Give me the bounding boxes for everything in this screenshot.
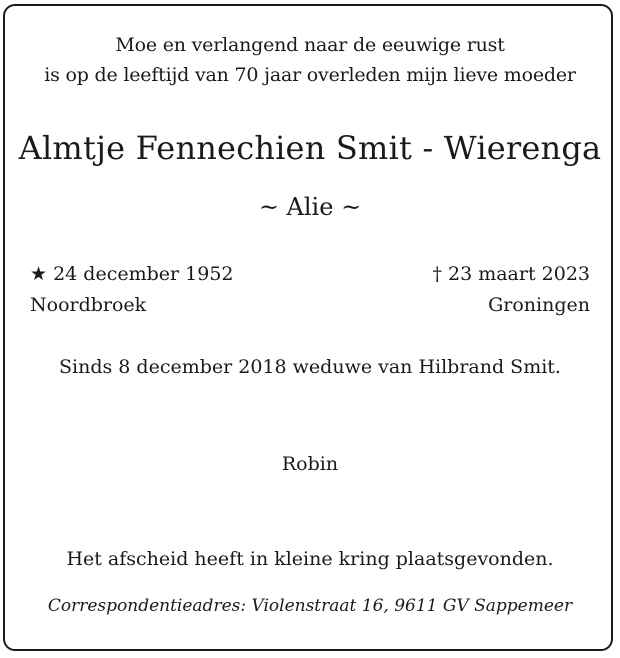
widow-note: Sinds 8 december 2018 weduwe van Hilbrand Smit. bbox=[59, 356, 561, 378]
deceased-full-name: Almtje Fennechien Smit - Wierenga bbox=[18, 129, 602, 167]
death-date-text: 23 maart 2023 bbox=[448, 263, 590, 285]
death-date bbox=[432, 265, 590, 284]
farewell-note: Het afscheid heeft in kleine kring plaatsgevonden. bbox=[66, 548, 554, 570]
intro-line-1: Moe en verlangend naar de eeuwige rust bbox=[115, 34, 505, 56]
intro-line-2: is op de leeftijd van 70 jaar overleden mijn lieve moeder bbox=[44, 64, 576, 86]
birth-date-text: 24 december 1952 bbox=[53, 263, 234, 285]
birth-star-icon: ★ bbox=[30, 263, 48, 285]
correspondence-address: Correspondentieadres: Violenstraat 16, 9611 GV Sappemeer bbox=[47, 596, 573, 616]
signed-by: Robin bbox=[281, 453, 339, 475]
deceased-nickname: ~ Alie ~ bbox=[258, 193, 362, 221]
death-place: Groningen bbox=[488, 294, 590, 316]
death-cross-icon: † bbox=[432, 263, 442, 285]
birth-place: Noordbroek bbox=[30, 294, 147, 316]
birth-date bbox=[30, 265, 234, 284]
